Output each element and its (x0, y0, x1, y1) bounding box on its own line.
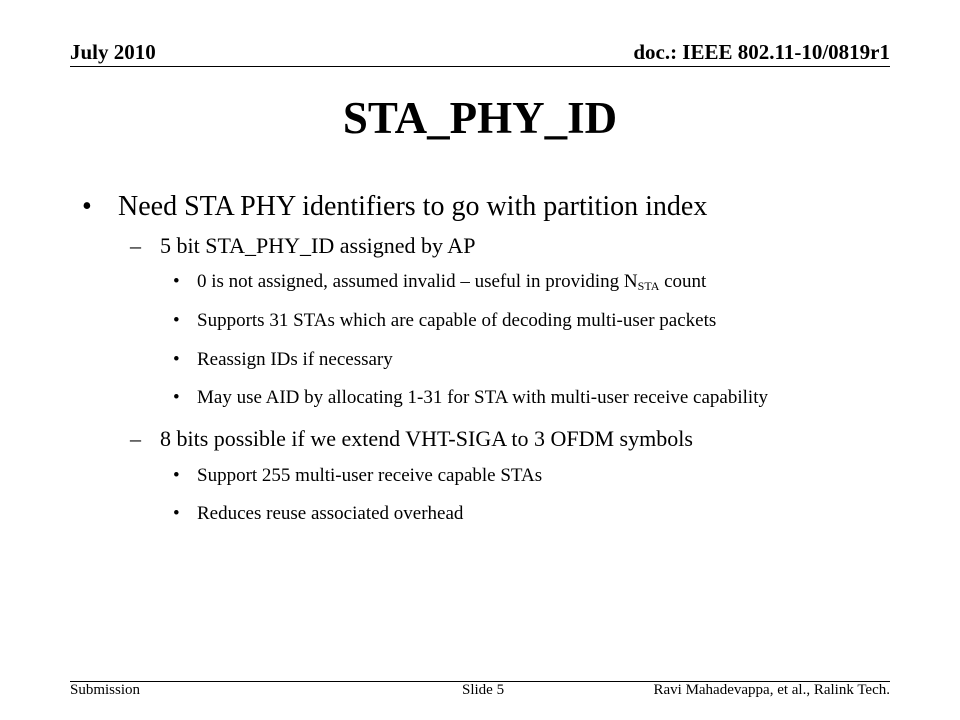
header-date: July 2010 (70, 40, 156, 64)
dash-bullet-icon: – (130, 232, 141, 258)
sub1-item-2-text: Reassign IDs if necessary (197, 348, 393, 370)
bullet-dot-icon: • (173, 464, 180, 486)
sub1-item-0-text: 0 is not assigned, assumed invalid – useful in providing N (197, 270, 638, 292)
bullet-dot-icon: • (173, 503, 180, 525)
bullet-dot-icon: • (173, 270, 180, 292)
dash-bullet-icon: – (130, 426, 141, 452)
sub2-item-0-text: Support 255 multi-user receive capable STAs (197, 464, 543, 486)
bullet-main (70, 190, 900, 224)
sub2-item-1-text: Reduces reuse associated overhead (197, 503, 464, 525)
sub-bullet-2-text: 8 bits possible if we extend VHT-SIGA to 3 OFDM symbols (160, 426, 693, 452)
footer-author: Ravi Mahadevappa, et al., Ralink Tech. (653, 682, 890, 698)
slide-body (70, 190, 900, 542)
n-sta-subscript: STA (637, 278, 660, 293)
header-divider (70, 66, 890, 67)
sub1-item-3-text: May use AID by allocating 1-31 for STA with multi-user receive capability (197, 387, 768, 409)
footer-slide-number: Slide 5 (462, 682, 505, 698)
bullet-dot-icon: • (82, 191, 92, 222)
sub2-item-1 (70, 503, 900, 526)
sub1-item-2 (70, 349, 900, 372)
sub1-item-3 (70, 387, 900, 410)
bullet-dot-icon: • (173, 348, 180, 370)
bullet-main-text: Need STA PHY identifiers to go with partition index (118, 191, 708, 222)
sub1-item-0-tail: count (659, 270, 707, 292)
sub-bullet-1-text: 5 bit STA_PHY_ID assigned by AP (160, 232, 476, 258)
footer-submission: Submission (70, 682, 141, 698)
bullet-dot-icon: • (173, 309, 180, 331)
bullet-dot-icon: • (173, 387, 180, 409)
sub1-item-1 (70, 310, 900, 333)
sub1-item-0 (70, 271, 900, 294)
header-doc-id: doc.: IEEE 802.11-10/0819r1 (633, 40, 890, 64)
slide-title: STA_PHY_ID (342, 93, 618, 143)
sub2-item-0 (70, 465, 900, 488)
sub-bullet-1 (70, 233, 900, 259)
sub-bullet-2 (70, 426, 900, 452)
sub1-item-1-text: Supports 31 STAs which are capable of decoding multi-user packets (197, 309, 717, 331)
